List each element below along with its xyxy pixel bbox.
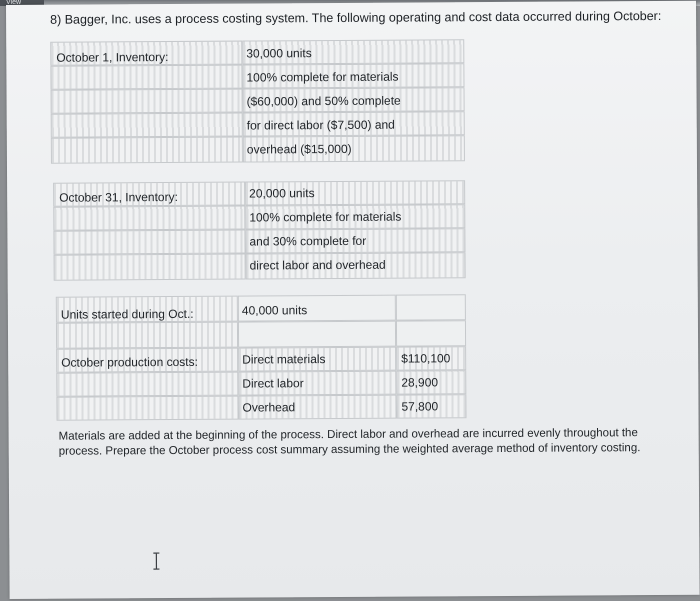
question-text: 8) Bagger, Inc. uses a process costing system. The following operating and cost data occurred during October: <box>50 8 662 27</box>
units-started-label-cell-2 <box>56 322 238 349</box>
production-costs-label-cell-2 <box>56 372 238 397</box>
oct1-label-cell-4 <box>51 113 243 138</box>
oct31-label-cell-4 <box>54 254 246 281</box>
oct1-line-1: 30,000 units <box>246 46 312 61</box>
text-cursor-icon <box>151 552 161 570</box>
oct31-label-cell-3 <box>53 230 245 255</box>
oct1-line-4: for direct labor ($7,500) and <box>246 117 395 133</box>
worksheet-page <box>6 1 700 599</box>
oct1-label-cell-2 <box>50 65 242 90</box>
production-costs-label-cell-3 <box>56 396 238 421</box>
direct-labor-amount: 28,900 <box>401 375 439 390</box>
direct-materials-amount: $110,100 <box>401 351 451 366</box>
view-tab[interactable]: View <box>0 0 44 6</box>
oct1-label-cell-3 <box>51 89 243 114</box>
oct1-line-5: overhead ($15,000) <box>246 141 352 157</box>
overhead-label: Overhead <box>242 400 296 415</box>
oct1-inventory-label: October 1, Inventory: <box>56 50 169 65</box>
oct31-label-cell-2 <box>53 206 245 231</box>
oct1-line-2: 100% complete for materials <box>246 69 399 85</box>
overhead-amount: 57,800 <box>401 399 439 414</box>
production-costs-label: October production costs: <box>61 354 198 370</box>
units-started-label: Units started during Oct.: <box>60 306 194 322</box>
oct31-line-4: direct labor and overhead <box>249 257 386 273</box>
units-started-extra-cell-2 <box>396 320 466 346</box>
instructions-text: Materials are added at the beginning of the process. Direct labor and overhead are incurred evenly throughout the process. Prepare the October process cost summary assuming the weighted average method of inventory costing. <box>58 427 641 458</box>
oct31-inventory-label: October 31, Inventory: <box>59 189 178 205</box>
oct31-line-2: 100% complete for materials <box>249 209 402 225</box>
units-started-value: 40,000 units <box>241 303 308 318</box>
oct1-line-3: ($60,000) and 50% complete <box>246 93 401 109</box>
units-started-value-cell-2 <box>238 321 396 348</box>
oct31-line-3: and 30% complete for <box>249 233 367 249</box>
oct1-label-cell-5 <box>51 137 243 164</box>
oct31-line-1: 20,000 units <box>249 186 315 201</box>
direct-labor-label: Direct labor <box>242 376 304 391</box>
direct-materials-label: Direct materials <box>242 352 326 367</box>
units-started-extra-cell <box>396 294 466 320</box>
